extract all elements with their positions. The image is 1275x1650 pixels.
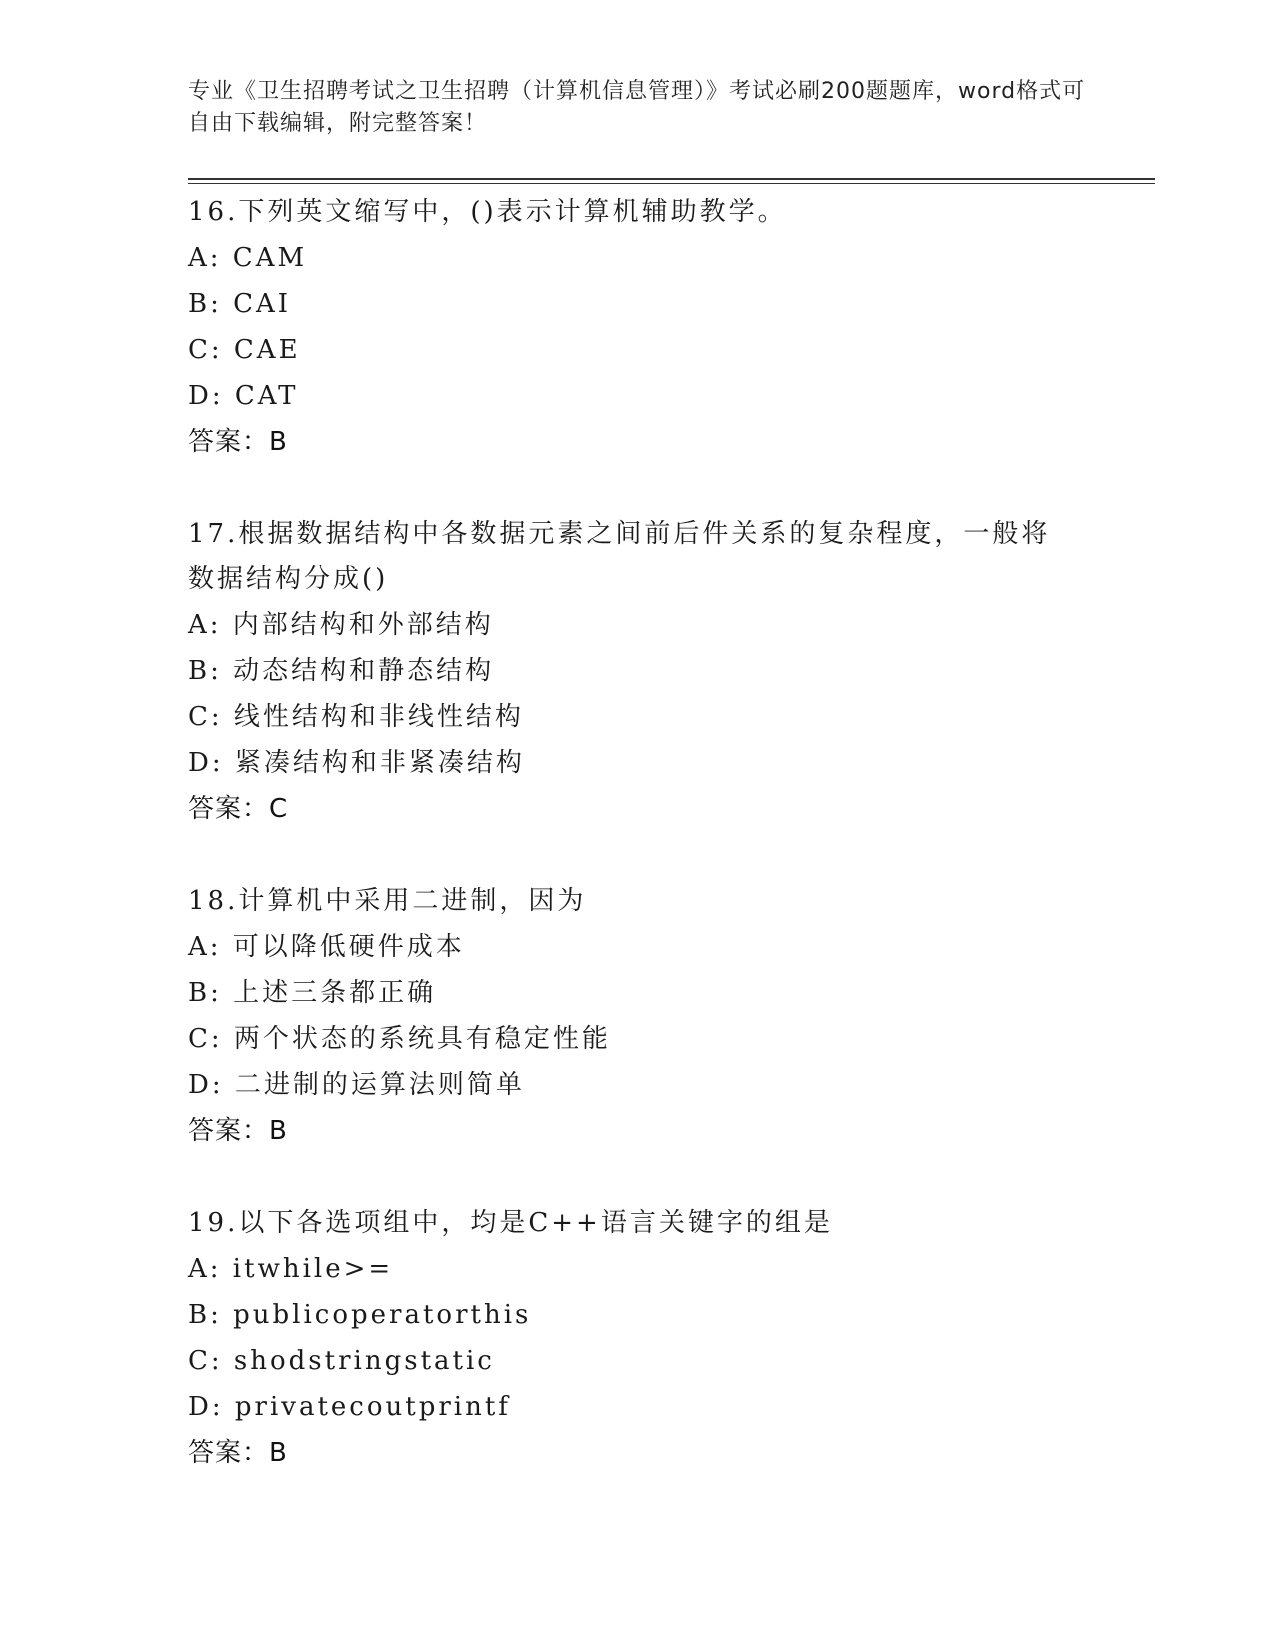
option-c: C: shodstringstatic xyxy=(188,1346,495,1376)
question-17 xyxy=(188,512,1088,832)
option-d: D: 紧凑结构和非紧凑结构 xyxy=(188,748,525,778)
question-stem: 16.下列英文缩写中，()表示计算机辅助教学。 xyxy=(188,197,787,227)
question-18 xyxy=(188,879,1088,1154)
answer-line: 答案：C xyxy=(188,794,289,824)
option-b: B: 上述三条都正确 xyxy=(188,978,437,1008)
option-d: D: CAT xyxy=(188,381,299,411)
question-list xyxy=(188,190,1088,1523)
question-stem: 17.根据数据结构中各数据元素之间前后件关系的复杂程度，一般将数据结构分成() xyxy=(188,519,1051,594)
option-d: D: 二进制的运算法则简单 xyxy=(188,1070,525,1100)
option-b: B: CAI xyxy=(188,289,292,319)
option-c: C: CAE xyxy=(188,335,301,365)
option-a: A: 可以降低硬件成本 xyxy=(188,932,465,962)
option-b: B: 动态结构和静态结构 xyxy=(188,656,495,686)
answer-line: 答案：B xyxy=(188,1438,288,1468)
question-stem: 18.计算机中采用二进制，因为 xyxy=(188,886,587,916)
question-16 xyxy=(188,190,1088,465)
document-header: 专业《卫生招聘考试之卫生招聘（计算机信息管理）》考试必刷200题题库，word格式可自由下载编辑，附完整答案！ xyxy=(188,79,1086,136)
header-divider-thick xyxy=(188,178,1155,180)
header-divider-thin xyxy=(188,183,1155,184)
question-19 xyxy=(188,1201,1088,1476)
option-c: C: 线性结构和非线性结构 xyxy=(188,702,524,732)
option-d: D: privatecoutprintf xyxy=(188,1392,511,1422)
option-a: A: 内部结构和外部结构 xyxy=(188,610,494,640)
answer-line: 答案：B xyxy=(188,427,288,457)
option-c: C: 两个状态的系统具有稳定性能 xyxy=(188,1024,611,1054)
option-b: B: publicoperatorthis xyxy=(188,1300,532,1330)
question-stem: 19.以下各选项组中，均是C++语言关键字的组是 xyxy=(188,1208,833,1238)
option-a: A: itwhile>= xyxy=(188,1254,394,1284)
option-a: A: CAM xyxy=(188,243,308,273)
answer-line: 答案：B xyxy=(188,1116,288,1146)
